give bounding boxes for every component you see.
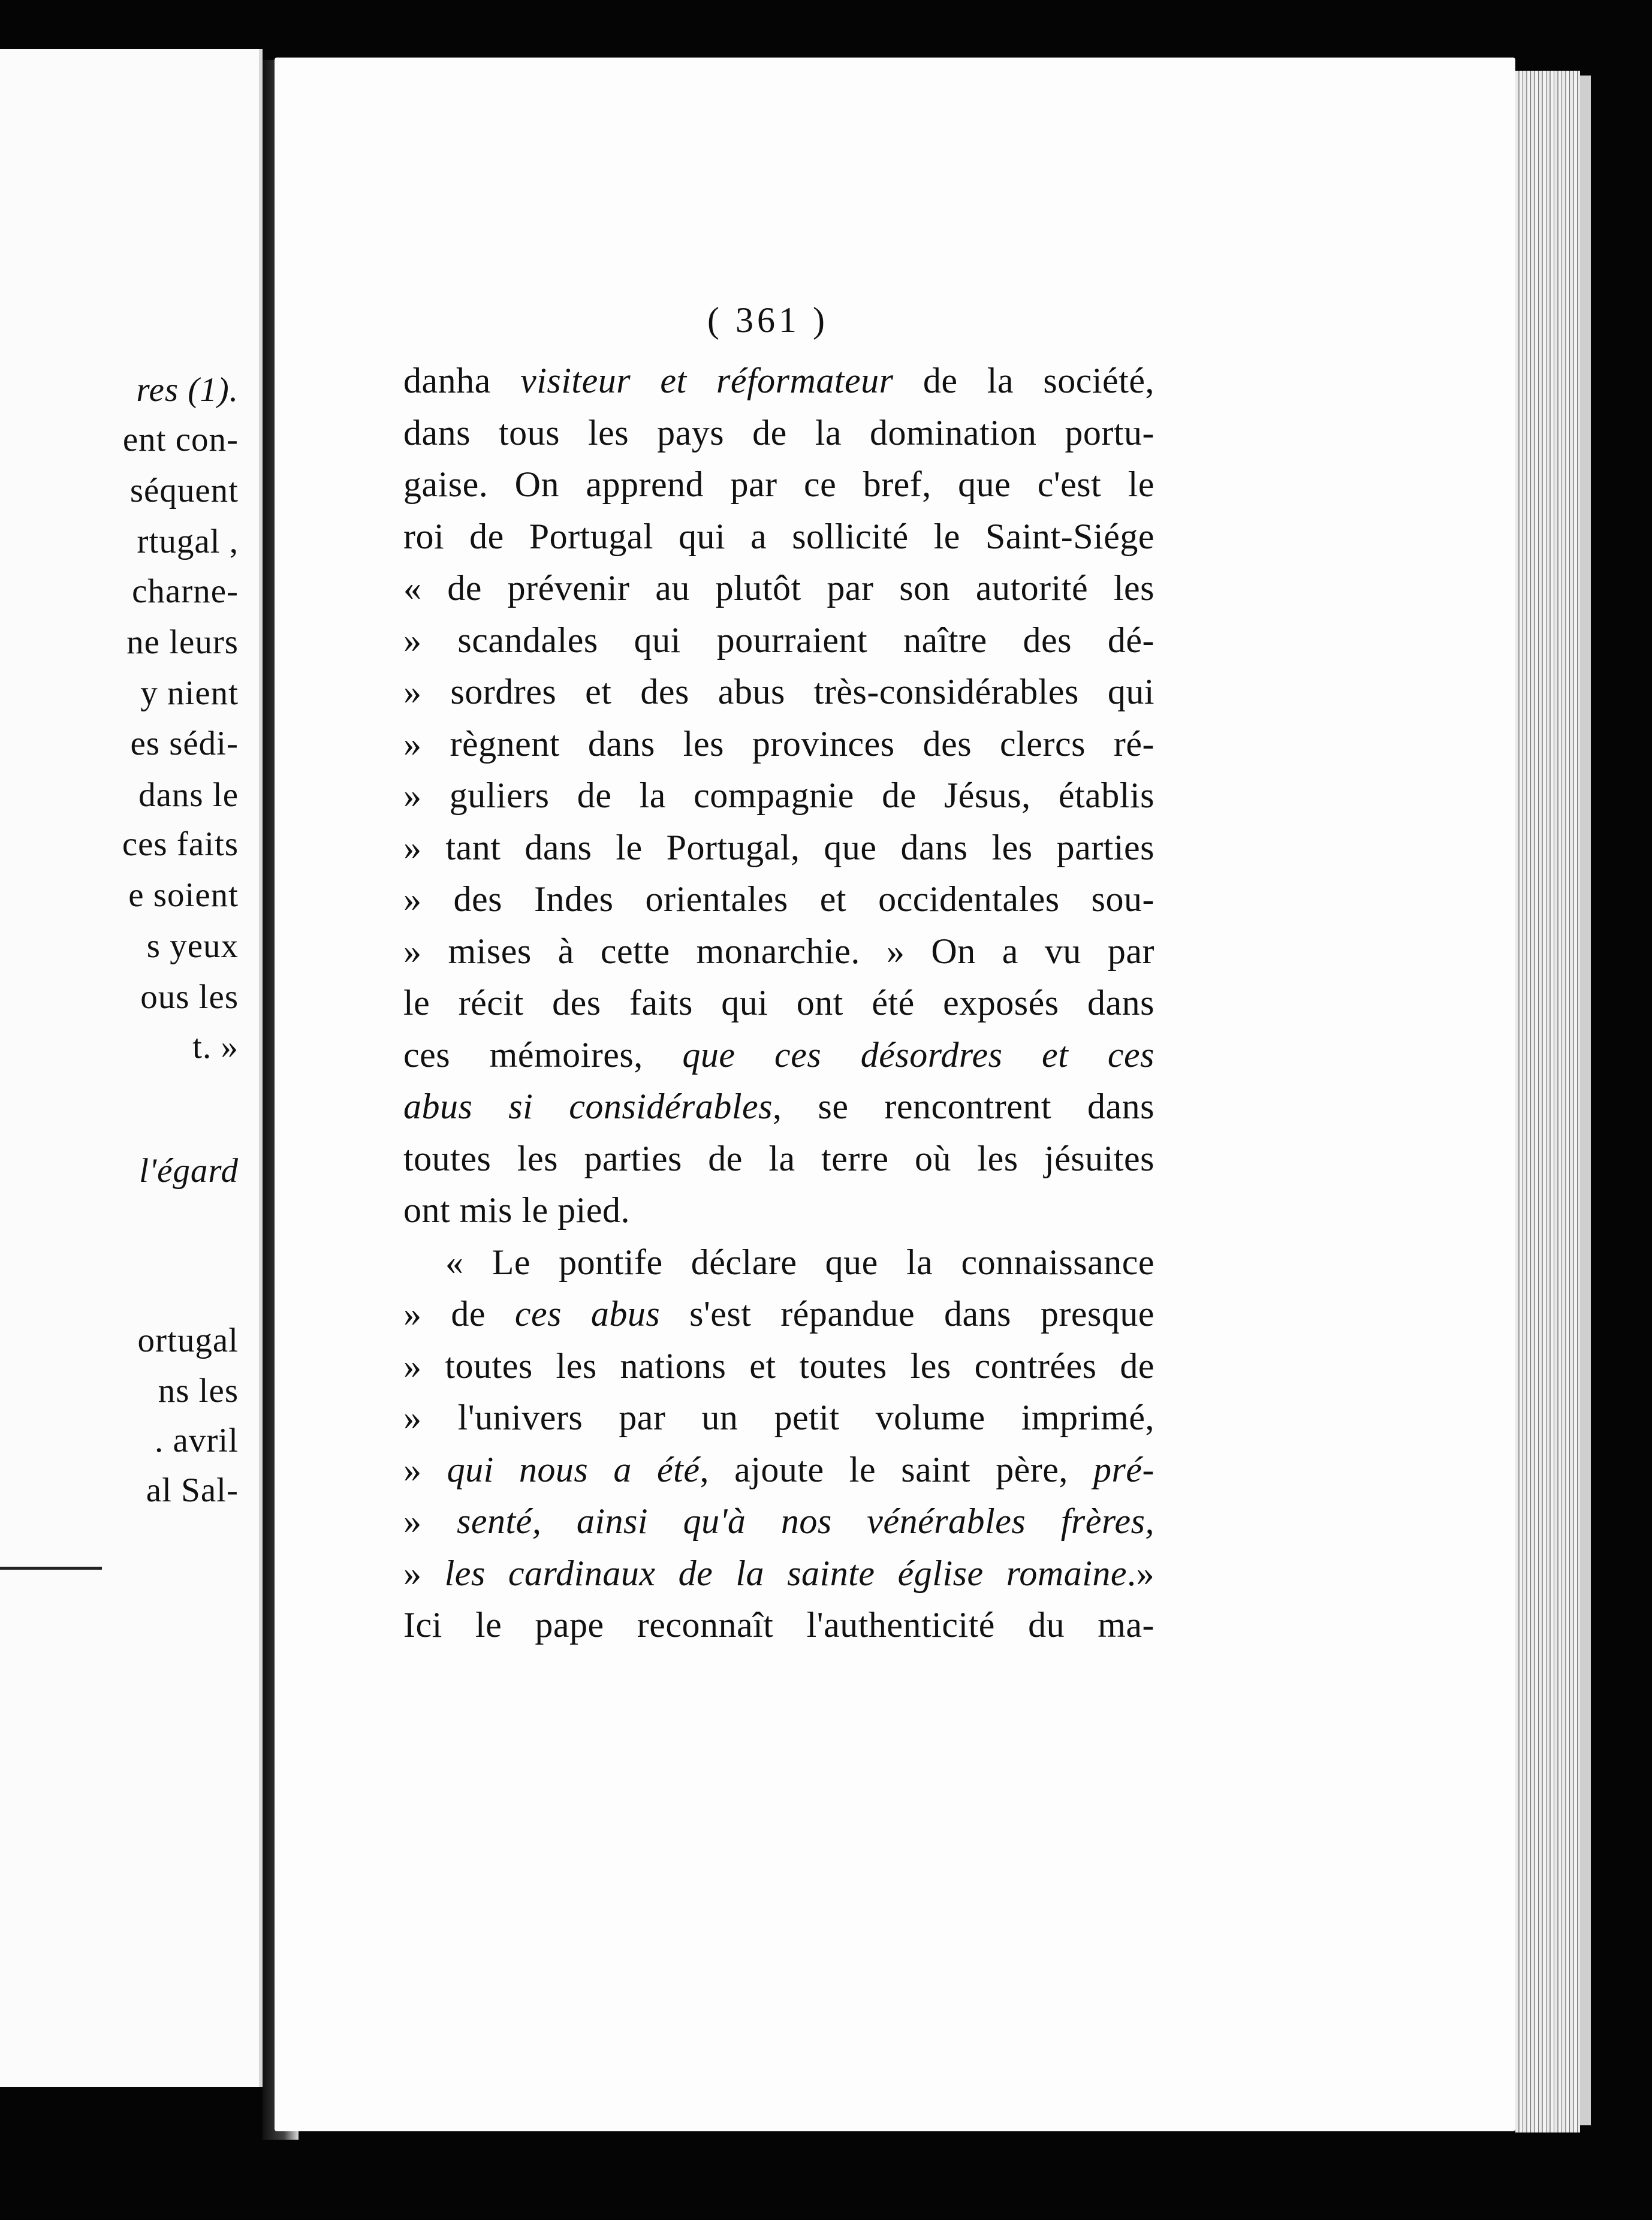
text-span: ont mis le pied.	[403, 1190, 630, 1230]
text-line	[403, 666, 1154, 718]
left-page-line: ent con-	[122, 421, 239, 459]
text-line	[403, 614, 1154, 666]
text-line	[403, 1548, 1154, 1600]
text-line	[403, 925, 1154, 978]
italic-text: visiteur et réformateur	[520, 361, 894, 400]
left-page-line: séquent	[129, 472, 239, 509]
left-page-line: rtugal ,	[137, 523, 239, 560]
page-edges	[1515, 71, 1580, 2132]
text-line	[403, 459, 1154, 511]
text-line	[403, 1081, 1154, 1133]
text-span: »	[403, 1501, 457, 1541]
text-span: gaise. On apprend par ce bref, que c'est le	[403, 464, 1154, 504]
left-page	[0, 49, 263, 2087]
text-span: Ici le pape reconnaît l'authenticité du ma-	[403, 1605, 1154, 1645]
left-page-line: ces faits	[122, 825, 239, 863]
text-line	[403, 562, 1154, 614]
text-span: dans tous les pays de la domination portu-	[403, 412, 1154, 453]
text-line	[403, 1236, 1154, 1289]
text-line	[403, 1288, 1154, 1340]
italic-text: qui nous a été	[447, 1449, 700, 1489]
text-line	[403, 355, 1154, 407]
left-page-line: al Sal-	[146, 1471, 239, 1509]
text-line	[403, 822, 1154, 874]
text-line	[403, 977, 1154, 1029]
left-page-line: e soient	[128, 876, 239, 914]
text-span: de la société,	[893, 361, 1154, 400]
left-page-line: ous les	[140, 978, 239, 1016]
text-span: » sordres et des abus très-considérables qui	[403, 672, 1154, 711]
left-page-line: y nient	[140, 674, 239, 712]
footnote-rule	[0, 1567, 102, 1570]
text-span: toutes les parties de la terre où les jésuites	[403, 1138, 1154, 1178]
text-span: » mises à cette monarchie. » On a vu par	[403, 931, 1154, 971]
text-span: .»	[1127, 1553, 1155, 1593]
text-span: ces mémoires,	[403, 1034, 683, 1075]
text-span: » l'univers par un petit volume imprimé,	[403, 1398, 1154, 1437]
text-line	[403, 1184, 1154, 1236]
text-span: « de prévenir au plutôt par son autorité les	[403, 568, 1154, 608]
text-line	[403, 1495, 1154, 1548]
text-span: » guliers de la compagnie de Jésus, établis	[403, 776, 1154, 815]
text-line	[403, 1392, 1154, 1444]
text-line	[403, 1029, 1154, 1081]
text-span: s'est répandue dans presque	[660, 1294, 1154, 1334]
left-page-line: es sédi-	[130, 725, 239, 762]
left-page-line: s yeux	[146, 927, 239, 965]
italic-text: que ces désordres et ces	[682, 1034, 1154, 1075]
text-line	[403, 718, 1154, 770]
text-span: , ajoute le saint père,	[700, 1449, 1094, 1489]
left-page-line: charne-	[132, 572, 239, 610]
left-page-line: ne leurs	[126, 623, 239, 661]
text-span: , se rencontrent dans	[773, 1087, 1154, 1126]
text-span: »	[403, 1449, 447, 1489]
left-page-line: t. »	[192, 1028, 239, 1066]
left-page-line: . avril	[155, 1422, 239, 1459]
page-edges-outer	[1580, 76, 1591, 2125]
italic-text: senté, ainsi qu'à nos vénérables frères,	[457, 1501, 1154, 1541]
text-line	[403, 407, 1154, 459]
italic-text: abus si considérables	[403, 1087, 773, 1126]
text-span: » toutes les nations et toutes les contrées de	[403, 1346, 1154, 1386]
text-line	[403, 1444, 1154, 1496]
text-span: » tant dans le Portugal, que dans les parties	[403, 827, 1154, 867]
left-page-line: l'égard	[139, 1152, 239, 1190]
text-span: »	[403, 1553, 445, 1593]
page-number: ( 361 )	[707, 300, 828, 340]
italic-text: les cardinaux de la sainte église romaine	[444, 1553, 1128, 1593]
left-page-line: ns les	[158, 1372, 239, 1410]
text-span: » règnent dans les provinces des clercs ré-	[403, 723, 1154, 764]
text-line	[403, 1133, 1154, 1185]
text-span: » scandales qui pourraient naître des dé-	[403, 620, 1154, 660]
text-line	[403, 770, 1154, 822]
italic-text: pré-	[1093, 1449, 1155, 1489]
text-span: danha	[403, 361, 521, 400]
text-line	[403, 873, 1154, 925]
text-span: le récit des faits qui ont été exposés dans	[403, 983, 1154, 1022]
left-page-line: dans le	[138, 776, 239, 814]
text-span: roi de Portugal qui a sollicité le Saint-Siége	[403, 516, 1154, 556]
italic-text: ces abus	[514, 1294, 661, 1334]
text-line	[403, 1599, 1154, 1651]
text-span: » de	[403, 1294, 515, 1334]
text-span: « Le pontife déclare que la connaissance	[445, 1242, 1154, 1282]
body-text	[403, 355, 1154, 1651]
left-page-line: ortugal	[137, 1322, 239, 1359]
text-span: » des Indes orientales et occidentales sou-	[403, 879, 1154, 919]
text-line	[403, 511, 1154, 563]
text-line	[403, 1340, 1154, 1392]
left-page-line: res (1).	[136, 371, 239, 409]
